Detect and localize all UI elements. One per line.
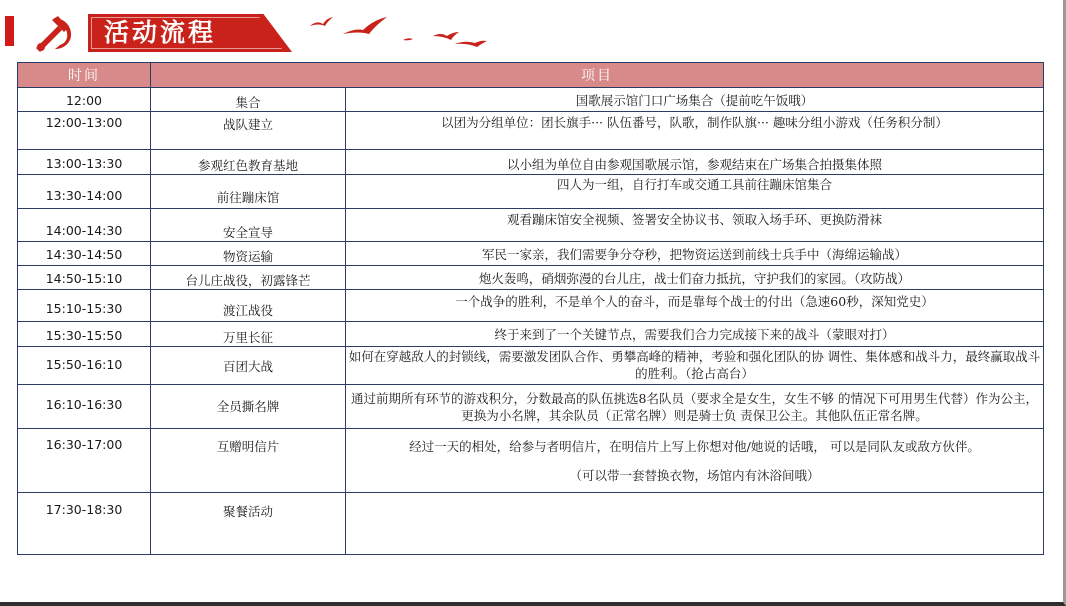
item-cell: 战队建立 [151, 112, 346, 150]
page-title: 活动流程 [104, 18, 217, 47]
table-row [18, 385, 1044, 429]
item-cell: 互赠明信片 [151, 429, 346, 493]
table-row [18, 112, 1044, 150]
slide-header [0, 0, 1066, 58]
time-cell: 15:30-15:50 [18, 322, 151, 347]
postcard-text: 经过一天的相处，给参与者明信片，在明信片上写上你想对他/她说的话哦， 可以是同队友或敌方伙伴。 [409, 439, 980, 454]
postcard-note: （可以带一套替换衣物，场馆内有沐浴间哦） [569, 468, 820, 483]
desc-cell: 军民一家亲，我们需要争分夺秒，把物资运送到前线士兵手中（海绵运输战） [346, 242, 1044, 266]
desc-cell: 如何在穿越敌人的封锁线，需要激发团队合作、勇攀高峰的精神，考验和强化团队的协 调性、集体感和战斗力，最终赢取战斗的胜利。（抢占高台） [346, 347, 1044, 385]
desc-cell: 观看蹦床馆安全视频、签署安全协议书、领取入场手环、更换防滑袜 [346, 209, 1044, 242]
table-row [18, 209, 1044, 242]
item-cell: 台儿庄战役，初露锋芒 [151, 266, 346, 290]
table-row [18, 175, 1044, 209]
time-cell: 12:00-13:00 [18, 112, 151, 150]
time-cell: 14:30-14:50 [18, 242, 151, 266]
time-cell: 15:50-16:10 [18, 347, 151, 385]
item-cell: 物资运输 [151, 242, 346, 266]
item-cell: 渡江战役 [151, 290, 346, 322]
table-row [18, 290, 1044, 322]
time-cell: 14:50-15:10 [18, 266, 151, 290]
table-row [18, 88, 1044, 112]
table-row [18, 493, 1044, 555]
time-cell: 16:10-16:30 [18, 385, 151, 429]
time-cell: 16:30-17:00 [18, 429, 151, 493]
table-row [18, 322, 1044, 347]
table-row [18, 242, 1044, 266]
desc-cell: 四人为一组，自行打车或交通工具前往蹦床馆集合 [346, 175, 1044, 209]
birds-decoration [305, 10, 490, 52]
table-row [18, 429, 1044, 493]
item-cell: 聚餐活动 [151, 493, 346, 555]
desc-cell [346, 493, 1044, 555]
accent-bar [5, 16, 14, 46]
item-cell: 万里长征 [151, 322, 346, 347]
desc-cell: 以团为分组单位：团长旗手··· 队伍番号，队歌，制作队旗··· 趣味分组小游戏（任务积分制） [346, 112, 1044, 150]
hammer-sickle-icon [28, 12, 78, 52]
time-cell: 13:30-14:00 [18, 175, 151, 209]
time-cell: 14:00-14:30 [18, 209, 151, 242]
time-cell: 13:00-13:30 [18, 150, 151, 175]
desc-cell [346, 429, 1044, 493]
desc-cell: 终于来到了一个关键节点，需要我们合力完成接下来的战斗（蒙眼对打） [346, 322, 1044, 347]
time-cell: 12:00 [18, 88, 151, 112]
desc-cell: 炮火轰鸣，硝烟弥漫的台儿庄，战士们奋力抵抗，守护我们的家园。（攻防战） [346, 266, 1044, 290]
table-row [18, 266, 1044, 290]
time-cell: 17:30-18:30 [18, 493, 151, 555]
table-row [18, 150, 1044, 175]
item-cell: 全员撕名牌 [151, 385, 346, 429]
item-cell: 安全宣导 [151, 209, 346, 242]
desc-cell: 通过前期所有环节的游戏积分，分数最高的队伍挑选8名队员（要求全是女生，女生不够 的情况下可用男生代替）作为公主，更换为小名牌，其余队员（正常名牌）则是骑士负 责保卫公主。其他队伍正常名牌。 [346, 385, 1044, 429]
desc-cell: 以小组为单位自由参观国歌展示馆，参观结束在广场集合拍摄集体照 [346, 150, 1044, 175]
desc-cell: 一个战争的胜利，不是单个人的奋斗，而是靠每个战士的付出（急速60秒，深知党史） [346, 290, 1044, 322]
desc-cell: 国歌展示馆门口广场集合（提前吃午饭哦） [346, 88, 1044, 112]
table-header-row [18, 63, 1044, 88]
item-cell: 参观红色教育基地 [151, 150, 346, 175]
table-row [18, 347, 1044, 385]
item-cell: 百团大战 [151, 347, 346, 385]
schedule-table [17, 62, 1044, 555]
item-cell: 前往蹦床馆 [151, 175, 346, 209]
time-cell: 15:10-15:30 [18, 290, 151, 322]
item-cell: 集合 [151, 88, 346, 112]
time-column-header: 时间 [18, 63, 151, 88]
item-column-header: 项目 [151, 63, 1044, 88]
